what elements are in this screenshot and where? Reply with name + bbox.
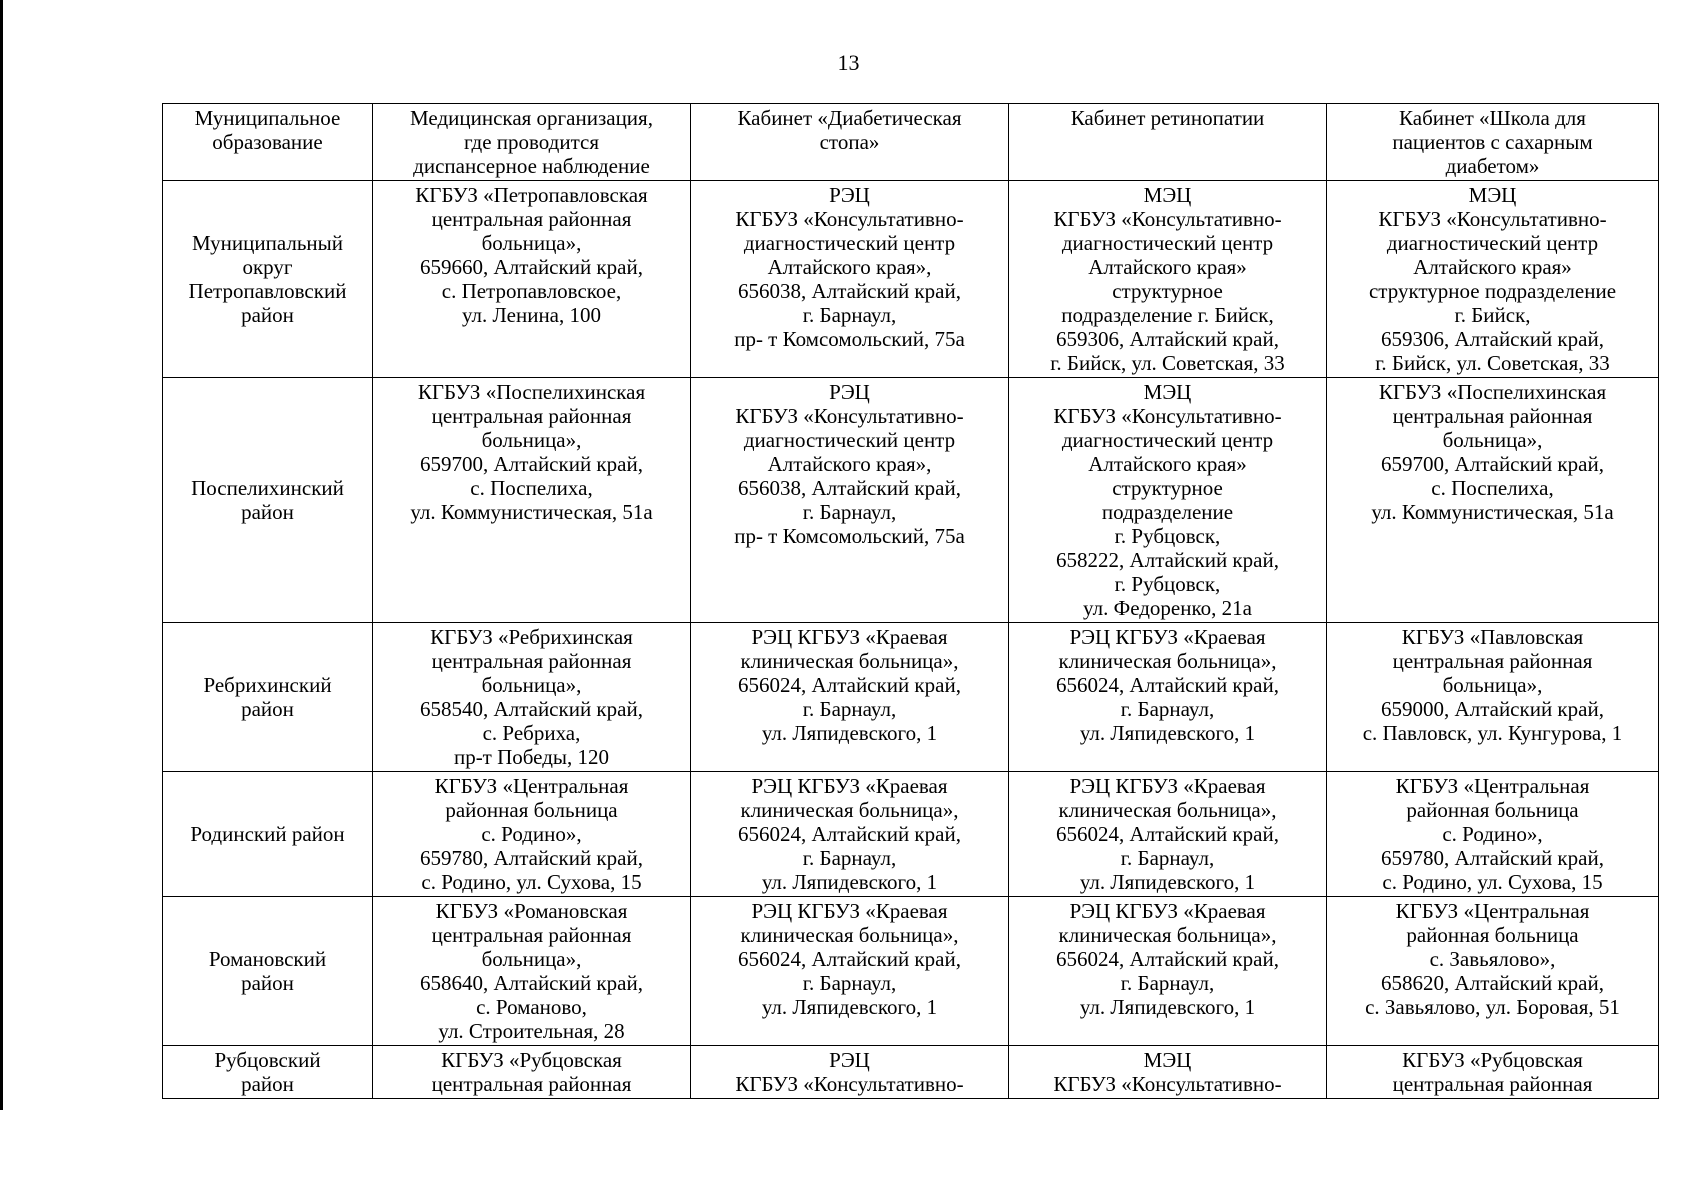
cell-text-line: 659000, Алтайский край, — [1381, 697, 1604, 721]
cell-text-line: районная больница — [445, 798, 618, 822]
table-row — [163, 772, 1659, 897]
cell-text-line: РЭЦ КГБУЗ «Краевая — [751, 625, 948, 649]
cell-text-line: диспансерное наблюдение — [413, 154, 650, 178]
cell-text-line: МЭЦ — [1143, 380, 1192, 404]
cell-text-line: клиническая больница», — [740, 923, 959, 947]
cell-text-line: район — [241, 971, 294, 995]
cell-text-line: 656024, Алтайский край, — [738, 822, 961, 846]
cell-text-line: стопа» — [819, 130, 880, 154]
table-cell — [1327, 378, 1659, 623]
cell-text-line: с. Завьялово, ул. Боровая, 51 — [1365, 995, 1620, 1019]
cell-text-line: РЭЦ — [829, 380, 870, 404]
cell-text-line: Поспелихинский — [191, 476, 344, 500]
cell-text-line: 658640, Алтайский край, — [420, 971, 643, 995]
cell-text-line: Кабинет ретинопатии — [1070, 106, 1265, 130]
cell-text-line: 659700, Алтайский край, — [1381, 452, 1604, 476]
cell-text-line: 659306, Алтайский край, — [1056, 327, 1279, 351]
table-cell — [1327, 897, 1659, 1046]
cell-text-line: КГБУЗ «Центральная — [1395, 774, 1590, 798]
cell-text-line: 656024, Алтайский край, — [1056, 673, 1279, 697]
cell-text-line: г. Бийск, ул. Советская, 33 — [1375, 351, 1610, 375]
cell-text-line: КГБУЗ «Петропавловская — [415, 183, 648, 207]
header-retinopathy — [1009, 104, 1327, 181]
table-cell — [1327, 772, 1659, 897]
table-cell — [373, 772, 691, 897]
cell-text-line: г. Барнаул, — [1120, 846, 1215, 870]
cell-text-line: 656024, Алтайский край, — [1056, 822, 1279, 846]
table-cell — [1009, 623, 1327, 772]
cell-text-line: район — [241, 303, 294, 327]
cell-text-line: клиническая больница», — [740, 649, 959, 673]
cell-text-line: Алтайского края», — [767, 255, 932, 279]
cell-text-line: больница», — [1442, 428, 1543, 452]
cell-text-line: диагностический центр — [743, 428, 956, 452]
cell-text-line: г. Барнаул, — [802, 500, 897, 524]
cell-text-line: КГБУЗ «Поспелихинская — [1378, 380, 1607, 404]
cell-text-line: КГБУЗ «Поспелихинская — [417, 380, 646, 404]
cell-text-line: г. Барнаул, — [1120, 697, 1215, 721]
cell-text-line: подразделение — [1101, 500, 1234, 524]
cell-text-line: 659700, Алтайский край, — [420, 452, 643, 476]
page-number: 13 — [837, 50, 860, 75]
cell-text-line: больница», — [481, 673, 582, 697]
cell-text-line: КГБУЗ «Рубцовская — [1402, 1048, 1583, 1072]
cell-text-line: с. Родино», — [1442, 822, 1543, 846]
cell-text-line: клиническая больница», — [1058, 798, 1277, 822]
table-row — [163, 378, 1659, 623]
cell-text-line: диагностический центр — [1061, 231, 1274, 255]
cell-text-line: с. Павловск, ул. Кунгурова, 1 — [1362, 721, 1623, 745]
scan-left-edge — [0, 0, 3, 1110]
cell-text-line: ул. Ляпидевского, 1 — [761, 995, 938, 1019]
cell-text-line: с. Родино, ул. Сухова, 15 — [1382, 870, 1603, 894]
cell-text-line: КГБУЗ «Ребрихинская — [430, 625, 633, 649]
table-cell — [691, 181, 1009, 378]
cell-text-line: 659780, Алтайский край, — [1381, 846, 1604, 870]
cell-text-line: ул. Федоренко, 21а — [1083, 596, 1252, 620]
cell-text-line: клиническая больница», — [740, 798, 959, 822]
cell-text-line: ул. Коммунистическая, 51а — [410, 500, 653, 524]
municipality-cell — [163, 1046, 373, 1099]
cell-text-line: центральная районная — [431, 1072, 632, 1096]
cell-text-line: Алтайского края» — [1088, 452, 1247, 476]
cell-text-line: КГБУЗ «Консультативно- — [1053, 207, 1282, 231]
cell-text-line: 656024, Алтайский край, — [1056, 947, 1279, 971]
cell-text-line: Родинский район — [190, 822, 345, 846]
cell-text-line: г. Барнаул, — [802, 697, 897, 721]
cell-text-line: ул. Строительная, 28 — [438, 1019, 625, 1043]
table-cell — [1009, 1046, 1327, 1099]
cell-text-line: КГБУЗ «Рубцовская — [441, 1048, 622, 1072]
table-cell — [691, 378, 1009, 623]
cell-text-line: Кабинет «Диабетическая — [737, 106, 962, 130]
cell-text-line: КГБУЗ «Центральная — [1395, 899, 1590, 923]
cell-text-line: центральная районная — [1392, 649, 1593, 673]
cell-text-line: Петропавловский — [188, 279, 347, 303]
table-cell — [691, 772, 1009, 897]
cell-text-line: КГБУЗ «Консультативно- — [735, 404, 964, 428]
municipality-cell — [163, 623, 373, 772]
cell-text-line: КГБУЗ «Романовская — [435, 899, 628, 923]
cell-text-line: район — [241, 697, 294, 721]
cell-text-line: г. Барнаул, — [1120, 971, 1215, 995]
cell-text-line: 658222, Алтайский край, — [1056, 548, 1279, 572]
cell-text-line: РЭЦ КГБУЗ «Краевая — [751, 774, 948, 798]
header-medical-org — [373, 104, 691, 181]
cell-text-line: пр-т Победы, 120 — [453, 745, 610, 769]
cell-text-line: Алтайского края» — [1088, 255, 1247, 279]
cell-text-line: г. Барнаул, — [802, 303, 897, 327]
cell-text-line: с. Родино», — [481, 822, 582, 846]
table-cell — [373, 181, 691, 378]
table-cell — [1327, 181, 1659, 378]
cell-text-line: РЭЦ КГБУЗ «Краевая — [751, 899, 948, 923]
cell-text-line: МЭЦ — [1143, 183, 1192, 207]
cell-text-line: подразделение г. Бийск, — [1061, 303, 1274, 327]
table-cell — [373, 897, 691, 1046]
cell-text-line: центральная районная — [1392, 1072, 1593, 1096]
table-row — [163, 1046, 1659, 1099]
cell-text-line: 659306, Алтайский край, — [1381, 327, 1604, 351]
cell-text-line: КГБУЗ «Консультативно- — [1053, 404, 1282, 428]
table-cell — [373, 623, 691, 772]
cell-text-line: район — [241, 500, 294, 524]
cell-text-line: МЭЦ — [1143, 1048, 1192, 1072]
table-cell — [691, 897, 1009, 1046]
cell-text-line: Романовский — [208, 947, 327, 971]
cell-text-line: диагностический центр — [743, 231, 956, 255]
cell-text-line: КГБУЗ «Консультативно- — [735, 1072, 964, 1096]
cell-text-line: г. Барнаул, — [802, 971, 897, 995]
cell-text-line: центральная районная — [431, 923, 632, 947]
cell-text-line: 658540, Алтайский край, — [420, 697, 643, 721]
cell-text-line: пр- т Комсомольский, 75а — [734, 327, 965, 351]
cell-text-line: 659780, Алтайский край, — [420, 846, 643, 870]
cell-text-line: Муниципальное — [194, 106, 341, 130]
cell-text-line: ул. Ляпидевского, 1 — [1079, 870, 1256, 894]
cell-text-line: с. Завьялово», — [1429, 947, 1556, 971]
cell-text-line: с. Романово, — [476, 995, 587, 1019]
cell-text-line: КГБУЗ «Консультативно- — [1378, 207, 1607, 231]
cell-text-line: ул. Ленина, 100 — [461, 303, 601, 327]
cell-text-line: больница», — [481, 428, 582, 452]
cell-text-line: Рубцовский — [214, 1048, 321, 1072]
header-diabetes-school — [1327, 104, 1659, 181]
cell-text-line: пациентов с сахарным — [1392, 130, 1593, 154]
table-cell — [373, 1046, 691, 1099]
table-header-row — [163, 104, 1659, 181]
cell-text-line: ул. Ляпидевского, 1 — [1079, 995, 1256, 1019]
cell-text-line: где проводится — [463, 130, 600, 154]
cell-text-line: больница», — [481, 947, 582, 971]
cell-text-line: клиническая больница», — [1058, 923, 1277, 947]
cell-text-line: центральная районная — [431, 404, 632, 428]
table-cell — [373, 378, 691, 623]
table-cell — [691, 623, 1009, 772]
cell-text-line: районная больница — [1406, 923, 1579, 947]
header-diabetic-foot — [691, 104, 1009, 181]
cell-text-line: клиническая больница», — [1058, 649, 1277, 673]
cell-text-line: Алтайского края» — [1413, 255, 1572, 279]
cell-text-line: Ребрихинский — [203, 673, 332, 697]
cell-text-line: диагностический центр — [1386, 231, 1599, 255]
cell-text-line: диагностический центр — [1061, 428, 1274, 452]
table-row — [163, 623, 1659, 772]
cell-text-line: структурное — [1112, 279, 1223, 303]
cell-text-line: РЭЦ КГБУЗ «Краевая — [1069, 625, 1266, 649]
cell-text-line: КГБУЗ «Павловская — [1401, 625, 1584, 649]
cell-text-line: КГБУЗ «Консультативно- — [1053, 1072, 1282, 1096]
cell-text-line: с. Ребриха, — [482, 721, 581, 745]
cell-text-line: г. Бийск, ул. Советская, 33 — [1050, 351, 1285, 375]
cell-text-line: г. Рубцовск, — [1114, 572, 1221, 596]
table-cell — [1327, 623, 1659, 772]
cell-text-line: 656024, Алтайский край, — [738, 673, 961, 697]
clinics-table — [162, 103, 1659, 1099]
cell-text-line: ул. Ляпидевского, 1 — [1079, 721, 1256, 745]
cell-text-line: 656024, Алтайский край, — [738, 947, 961, 971]
cell-text-line: диабетом» — [1445, 154, 1540, 178]
cell-text-line: с. Поспелиха, — [470, 476, 593, 500]
municipality-cell — [163, 772, 373, 897]
cell-text-line: г. Рубцовск, — [1114, 524, 1221, 548]
cell-text-line: 658620, Алтайский край, — [1381, 971, 1604, 995]
cell-text-line: с. Петропавловское, — [441, 279, 622, 303]
cell-text-line: больница», — [481, 231, 582, 255]
cell-text-line: район — [241, 1072, 294, 1096]
cell-text-line: РЭЦ — [829, 1048, 870, 1072]
cell-text-line: 659660, Алтайский край, — [420, 255, 643, 279]
cell-text-line: 656038, Алтайский край, — [738, 476, 961, 500]
cell-text-line: МЭЦ — [1468, 183, 1517, 207]
cell-text-line: КГБУЗ «Центральная — [434, 774, 629, 798]
table-cell — [1009, 772, 1327, 897]
cell-text-line: 656038, Алтайский край, — [738, 279, 961, 303]
cell-text-line: больница», — [1442, 673, 1543, 697]
cell-text-line: структурное подразделение — [1368, 279, 1617, 303]
cell-text-line: центральная районная — [431, 207, 632, 231]
cell-text-line: ул. Ляпидевского, 1 — [761, 721, 938, 745]
cell-text-line: г. Бийск, — [1454, 303, 1531, 327]
table-cell — [1327, 1046, 1659, 1099]
cell-text-line: образование — [212, 130, 323, 154]
table-cell — [1009, 181, 1327, 378]
cell-text-line: КГБУЗ «Консультативно- — [735, 207, 964, 231]
cell-text-line: Алтайского края», — [767, 452, 932, 476]
table-cell — [1009, 897, 1327, 1046]
table-cell — [1009, 378, 1327, 623]
cell-text-line: ул. Коммунистическая, 51а — [1371, 500, 1614, 524]
cell-text-line: структурное — [1112, 476, 1223, 500]
table-row — [163, 181, 1659, 378]
municipality-cell — [163, 181, 373, 378]
cell-text-line: г. Барнаул, — [802, 846, 897, 870]
cell-text-line: РЭЦ КГБУЗ «Краевая — [1069, 774, 1266, 798]
cell-text-line: с. Родино, ул. Сухова, 15 — [421, 870, 642, 894]
table-cell — [691, 1046, 1009, 1099]
municipality-cell — [163, 378, 373, 623]
cell-text-line: Медицинская организация, — [410, 106, 653, 130]
cell-text-line: РЭЦ КГБУЗ «Краевая — [1069, 899, 1266, 923]
cell-text-line: РЭЦ — [829, 183, 870, 207]
cell-text-line: центральная районная — [1392, 404, 1593, 428]
municipality-cell — [163, 897, 373, 1046]
table-body — [163, 181, 1659, 1099]
cell-text-line: ул. Ляпидевского, 1 — [761, 870, 938, 894]
cell-text-line: пр- т Комсомольский, 75а — [734, 524, 965, 548]
cell-text-line: центральная районная — [431, 649, 632, 673]
header-municipality — [163, 104, 373, 181]
cell-text-line: с. Поспелиха, — [1431, 476, 1554, 500]
cell-text-line: Кабинет «Школа для — [1399, 106, 1586, 130]
cell-text-line: округ — [242, 255, 293, 279]
cell-text-line: Муниципальный — [192, 231, 343, 255]
table-row — [163, 897, 1659, 1046]
cell-text-line: районная больница — [1406, 798, 1579, 822]
